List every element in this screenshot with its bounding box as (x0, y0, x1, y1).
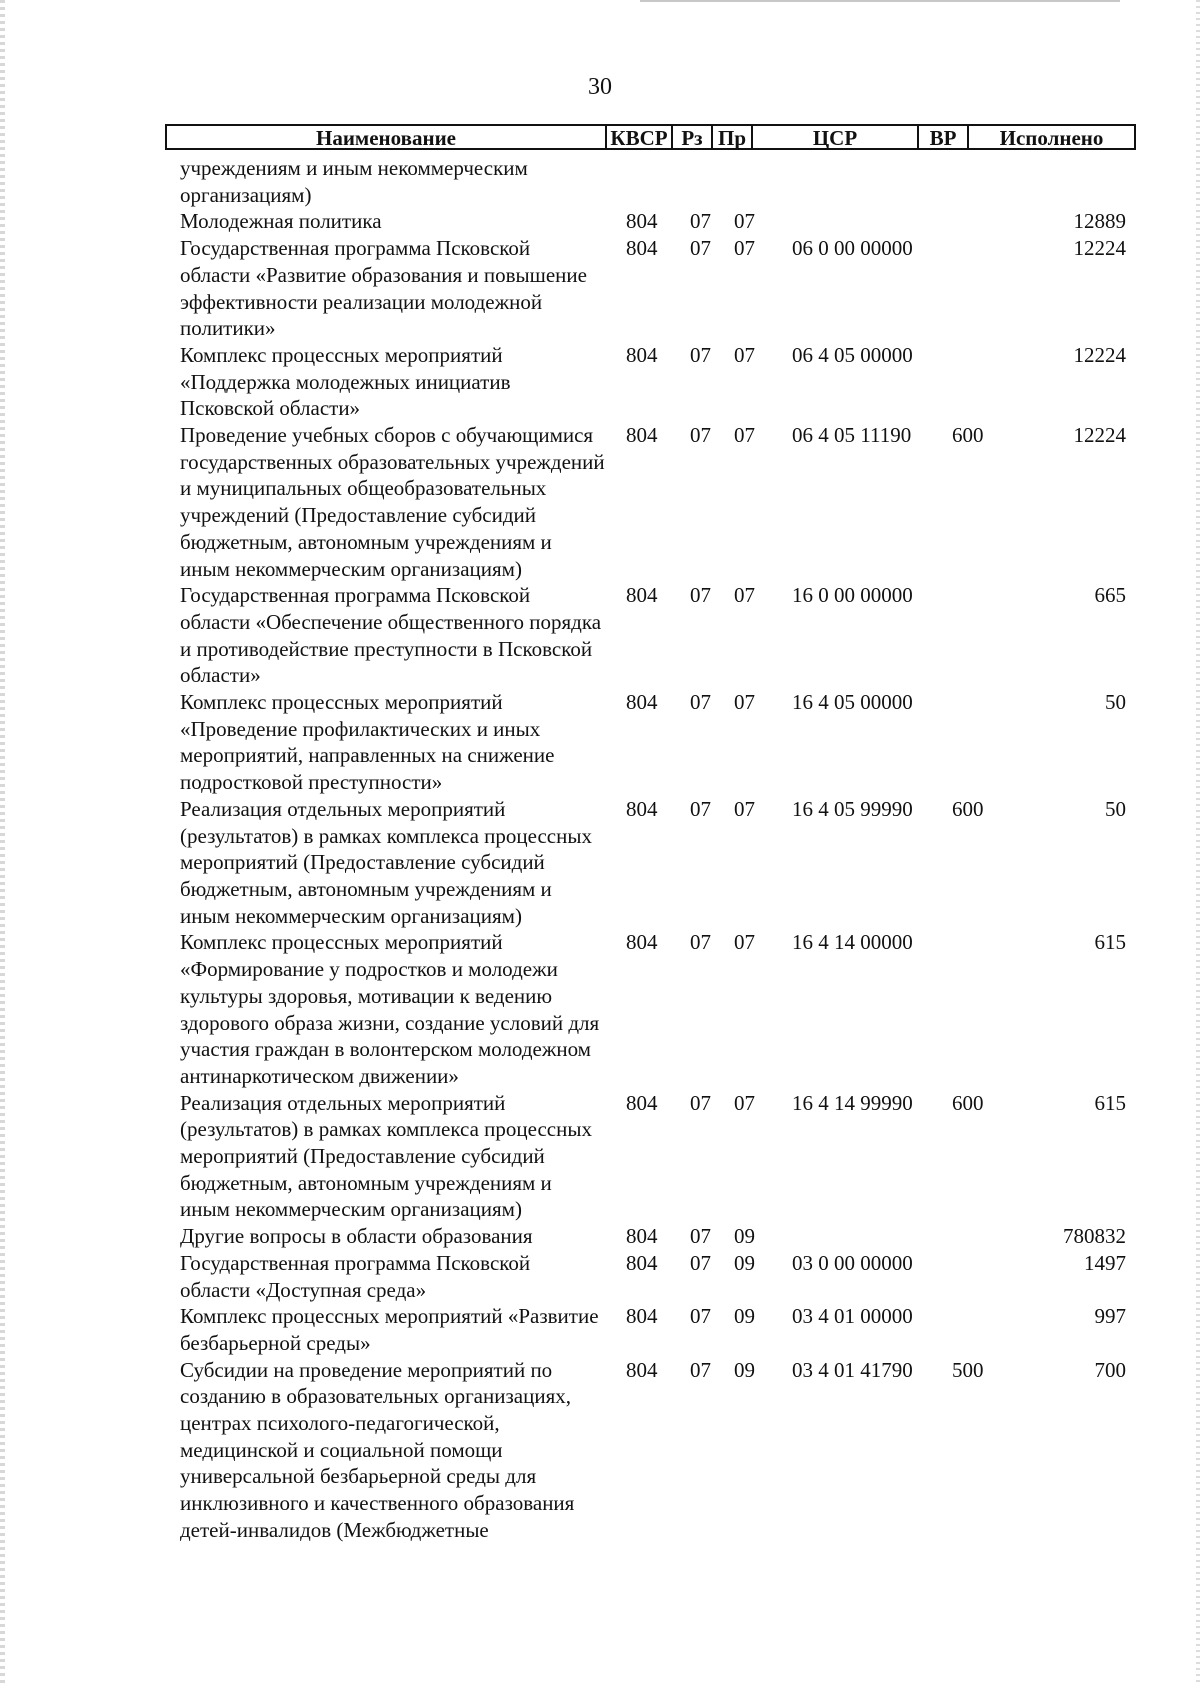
row-csr: 03 0 00 00000 (792, 1250, 913, 1275)
row-name: Реализация отдельных мероприятий (результатов) в рамках комплекса процессных мероприятий (Предоставление субсидий бюджетным, автономным учреждениям и иным некоммерческим организациям) (180, 796, 592, 928)
row-kvsr: 804 (626, 1250, 658, 1275)
row-pr: 07 (734, 690, 755, 715)
row-csr: 16 4 05 99990 (792, 796, 913, 821)
table-row (0, 235, 1200, 342)
table-row (0, 1303, 1200, 1356)
row-done: 50 (1105, 690, 1126, 715)
row-pr: 07 (734, 583, 755, 608)
row-name: Другие вопросы в области образования (180, 1224, 533, 1249)
row-kvsr: 804 (626, 583, 658, 608)
row-rz: 07 (690, 236, 711, 261)
row-vr: 600 (952, 1090, 984, 1115)
row-name: учреждениям и иным некоммерческим организациям) (180, 156, 528, 207)
row-rz: 07 (690, 930, 711, 955)
header-vr: ВР (929, 126, 957, 150)
row-name: Государственная программа Псковской области «Доступная среда» (180, 1250, 531, 1302)
row-vr: 600 (952, 423, 984, 448)
row-kvsr: 804 (626, 1090, 658, 1115)
row-pr: 09 (734, 1224, 755, 1249)
table-row (0, 208, 1200, 235)
row-rz: 07 (690, 690, 711, 715)
row-rz: 07 (690, 583, 711, 608)
row-rz: 07 (690, 796, 711, 821)
row-kvsr: 804 (626, 1304, 658, 1329)
row-pr: 07 (734, 342, 755, 367)
table-row (0, 342, 1200, 422)
row-name: Субсидии на проведение мероприятий по созданию в образовательных организациях, центрах психолого-педагогической, медицинской и социальной помощи универсальной безбарьерной среды для инклюзивного и качественного образования детей-инвалидов (Межбюджетные (180, 1357, 575, 1542)
row-rz: 07 (690, 1304, 711, 1329)
row-done: 665 (1094, 583, 1126, 608)
row-pr: 07 (734, 423, 755, 448)
row-kvsr: 804 (626, 1357, 658, 1382)
header-pr: Пр (717, 126, 746, 150)
table-row (0, 929, 1200, 1089)
row-rz: 07 (690, 342, 711, 367)
row-csr: 03 4 01 00000 (792, 1304, 913, 1329)
table-body (0, 155, 1200, 1544)
row-name: Комплекс процессных мероприятий «Проведение профилактических и иных мероприятий, направленных на снижение подростковой преступности» (180, 690, 555, 795)
row-rz: 07 (690, 423, 711, 448)
row-pr: 07 (734, 209, 755, 234)
row-kvsr: 804 (626, 1224, 658, 1249)
row-done: 12224 (1073, 342, 1126, 367)
row-done: 1497 (1084, 1250, 1126, 1275)
row-kvsr: 804 (626, 930, 658, 955)
row-csr: 16 4 05 00000 (792, 690, 913, 715)
row-rz: 07 (690, 1250, 711, 1275)
row-csr: 16 4 14 00000 (792, 930, 913, 955)
row-name: Государственная программа Псковской области «Развитие образования и повышение эффективности реализации молодежной политики» (180, 236, 587, 341)
row-csr: 06 0 00 00000 (792, 236, 913, 261)
row-csr: 06 4 05 11190 (792, 423, 912, 448)
row-name: Молодежная политика (180, 209, 382, 234)
row-done: 700 (1094, 1357, 1126, 1382)
row-pr: 07 (734, 930, 755, 955)
row-pr: 09 (734, 1304, 755, 1329)
row-pr: 09 (734, 1357, 755, 1382)
row-done: 12224 (1073, 236, 1126, 261)
table-row (0, 1090, 1200, 1224)
row-csr: 03 4 01 41790 (792, 1357, 913, 1382)
row-rz: 07 (690, 1357, 711, 1382)
row-done: 780832 (1063, 1224, 1126, 1249)
table-row (0, 422, 1200, 582)
row-kvsr: 804 (626, 342, 658, 367)
row-kvsr: 804 (626, 796, 658, 821)
row-pr: 09 (734, 1250, 755, 1275)
row-vr: 600 (952, 796, 984, 821)
row-name: Комплекс процессных мероприятий «Формирование у подростков и молодежи культуры здоровья, мотивации к ведению здорового образа жизни, создание условий для участия граждан в волонтерском молодежном антинаркотическом движении» (180, 930, 600, 1088)
row-name: Проведение учебных сборов с обучающимися государственных образовательных учреждений и муниципальных общеобразовательных учреждений (Предоставление субсидий бюджетным, автономным учреждениям и иным некоммерческим организациям) (180, 423, 605, 581)
page-number: 30 (588, 74, 612, 100)
row-rz: 07 (690, 1224, 711, 1249)
row-csr: 16 0 00 00000 (792, 583, 913, 608)
table-row (0, 796, 1200, 930)
row-name: Комплекс процессных мероприятий «Поддержка молодежных инициатив Псковской области» (180, 342, 511, 421)
header-kvsr: КВСР (610, 126, 668, 150)
row-done: 50 (1105, 796, 1126, 821)
row-pr: 07 (734, 236, 755, 261)
row-name: Государственная программа Псковской области «Обеспечение общественного порядка и противодействие преступности в Псковской области» (180, 583, 602, 688)
table-row (0, 155, 1200, 208)
row-csr: 16 4 14 99990 (792, 1090, 913, 1115)
header-csr: ЦСР (812, 126, 858, 150)
header-done: Исполнено (999, 126, 1104, 150)
table-row (0, 1357, 1200, 1544)
row-done: 615 (1094, 930, 1126, 955)
row-done: 12889 (1073, 209, 1126, 234)
row-done: 997 (1094, 1304, 1126, 1329)
header-rz: Рз (681, 126, 703, 150)
row-vr: 500 (952, 1357, 984, 1382)
row-done: 615 (1094, 1090, 1126, 1115)
row-name: Реализация отдельных мероприятий (результатов) в рамках комплекса процессных мероприятий (Предоставление субсидий бюджетным, автономным учреждениям и иным некоммерческим организациям) (180, 1090, 592, 1222)
table-header (165, 124, 1136, 150)
scan-edge-top (640, 0, 1120, 2)
row-kvsr: 804 (626, 209, 658, 234)
row-kvsr: 804 (626, 236, 658, 261)
header-name: Наименование (316, 126, 456, 150)
row-rz: 07 (690, 1090, 711, 1115)
row-rz: 07 (690, 209, 711, 234)
row-done: 12224 (1073, 423, 1126, 448)
row-pr: 07 (734, 1090, 755, 1115)
table-row (0, 1250, 1200, 1303)
table-row (0, 1223, 1200, 1250)
row-pr: 07 (734, 796, 755, 821)
row-kvsr: 804 (626, 423, 658, 448)
row-csr: 06 4 05 00000 (792, 342, 913, 367)
table-row (0, 582, 1200, 689)
row-name: Комплекс процессных мероприятий «Развитие безбарьерной среды» (180, 1304, 599, 1355)
row-kvsr: 804 (626, 690, 658, 715)
table-row (0, 689, 1200, 796)
